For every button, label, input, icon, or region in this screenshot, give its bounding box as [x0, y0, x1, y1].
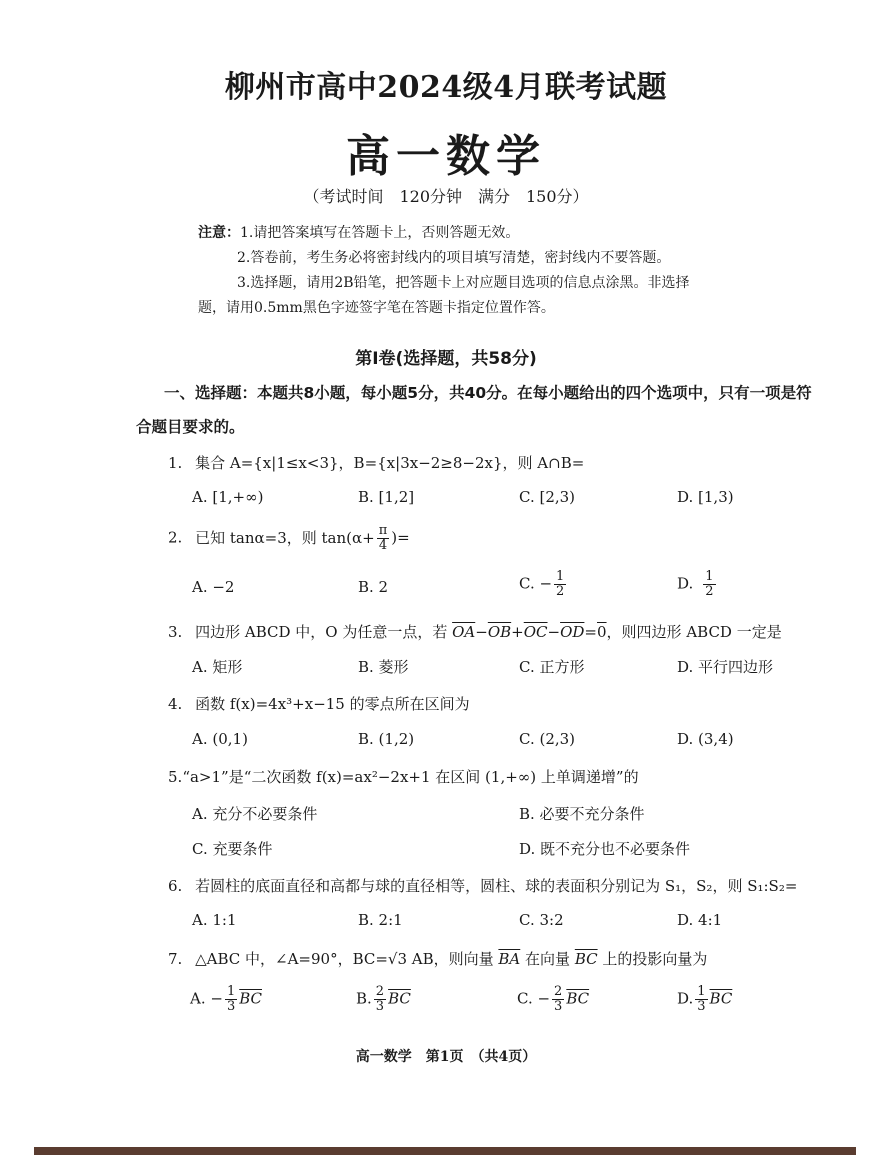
- q4-option-a: A. (0,1): [192, 730, 248, 748]
- q3-option-c: C. 正方形: [519, 658, 585, 676]
- q5-option-c: C. 充要条件: [192, 840, 273, 858]
- vector-bc: $\overline{BC}$: [239, 989, 262, 1008]
- exam-title: 柳州市高中2024级4月联考试题: [224, 70, 668, 105]
- question-4: [168, 693, 470, 714]
- question-text-end: ，则四边形 ABCD 一定是: [606, 623, 782, 641]
- q6-option-c: C. 3:2: [519, 911, 564, 929]
- q7-option-d: [677, 985, 732, 1014]
- q3-option-b: B. 菱形: [358, 658, 409, 676]
- question-number: 7.: [168, 950, 183, 968]
- question-7: [168, 948, 707, 969]
- question-number: 4.: [168, 695, 183, 713]
- question-text: 集合 A={x|1≤x<3}，B={x|3x−2≥8−2x}，则 A∩B=: [195, 454, 585, 472]
- question-text: △ABC 中，∠A=90°，BC=√3 AB，则向量: [195, 950, 499, 968]
- vector-ob: $\overline{OB}$: [487, 623, 512, 641]
- fraction: [377, 524, 390, 553]
- numerator: 1: [697, 984, 706, 999]
- numerator: 1: [226, 984, 236, 999]
- vector-bc: $\overline{BC}$: [566, 989, 590, 1008]
- denominator: 3: [375, 999, 385, 1014]
- part-instructions-line-1: 一、选择题：本题共8小题，每小题5分，共40分。在每小题给出的四个选项中，只有一项是符: [164, 384, 812, 402]
- page-footer: 高一数学 第1页 （共4页）: [355, 1049, 537, 1065]
- question-text-mid: 在向量: [520, 950, 575, 968]
- vector-od: $\overline{OD}$: [560, 623, 585, 641]
- numerator: 1: [705, 569, 714, 584]
- question-text-end: )=: [391, 528, 410, 547]
- fraction: [695, 985, 707, 1014]
- question-2: [168, 524, 410, 553]
- notes-label: 注意：: [198, 225, 240, 241]
- q5-option-b: B. 必要不充分条件: [519, 805, 645, 823]
- fraction: [554, 570, 566, 599]
- q1-option-d: D. [1,3): [677, 488, 734, 506]
- q4-option-d: D. (3,4): [677, 730, 734, 748]
- denominator: 2: [705, 584, 714, 599]
- fraction: [225, 985, 237, 1014]
- option-label: D.: [677, 989, 694, 1008]
- vector-oa: $\overline{OA}$: [452, 623, 476, 641]
- question-text: “a>1”是“二次函数 f(x)=ax²−2x+1 在区间 (1,+∞) 上单调递增”的: [182, 768, 639, 786]
- option-label: B.: [356, 989, 372, 1008]
- option-label: C. −: [517, 989, 551, 1008]
- question-number: 3.: [168, 623, 183, 641]
- question-text: 已知 tanα=3，则 tan(α+: [195, 528, 375, 547]
- question-text: 若圆柱的底面直径和高都与球的直径相等，圆柱、球的表面积分别记为 S₁，S₂，则 S₁:S₂=: [195, 877, 798, 895]
- q4-option-b: B. (1,2): [358, 730, 415, 748]
- question-text-end: 上的投影向量为: [597, 950, 708, 968]
- scan-edge-band: [34, 1147, 856, 1155]
- q5-option-a: A. 充分不必要条件: [192, 805, 318, 823]
- option-label: A. −: [190, 989, 223, 1008]
- vector-bc: $\overline{BC}$: [388, 989, 411, 1008]
- q3-option-d: D. 平行四边形: [677, 658, 774, 676]
- question-text: 函数 f(x)=4x³+x−15 的零点所在区间为: [195, 695, 470, 713]
- q5-option-d: D. 既不充分也不必要条件: [519, 840, 691, 858]
- numerator: 2: [375, 984, 385, 999]
- fraction: [374, 985, 386, 1014]
- vector-bc: $\overline{BC}$: [574, 950, 598, 968]
- fraction: [552, 985, 564, 1014]
- question-number: 5.: [168, 768, 183, 786]
- question-5: [168, 766, 639, 787]
- vector-ba: $\overline{BA}$: [498, 950, 521, 968]
- fraction: [703, 570, 715, 599]
- denominator: 3: [554, 999, 563, 1014]
- question-number: 6.: [168, 877, 183, 895]
- q1-option-c: C. [2,3): [519, 488, 576, 506]
- q6-option-d: D. 4:1: [677, 911, 723, 929]
- question-3: 3. 四边形 ABCD 中，O 为任意一点，若 $\overline{OA}-\overline{OB}+\overline{OC}-\overline{OD}=0$，则四边形 ABCD 一定是: [168, 623, 782, 641]
- note-item-1: 1.请把答案填写在答题卡上，否则答题无效。: [240, 225, 520, 241]
- option-label: D.: [677, 574, 694, 593]
- q3-option-a: A. 矩形: [192, 658, 243, 676]
- q1-option-b: B. [1,2]: [358, 488, 415, 506]
- numerator: 1: [556, 569, 565, 584]
- question-1: [168, 452, 584, 473]
- q2-option-a: A. −2: [192, 578, 235, 596]
- notes-line-1: [198, 222, 519, 244]
- vector-bc: $\overline{BC}$: [709, 989, 733, 1008]
- q6-option-b: B. 2:1: [358, 911, 403, 929]
- numerator: π: [378, 523, 388, 538]
- denominator: 3: [697, 999, 706, 1014]
- question-6: [168, 875, 797, 896]
- q7-option-c: [517, 985, 589, 1014]
- note-item-3b: 题，请用0.5mm黑色字迹签字笔在答题卡指定位置作答。: [198, 300, 555, 316]
- zero-vector: 0: [597, 623, 607, 641]
- q1-option-a: A. [1,+∞): [192, 488, 264, 506]
- q2-option-d: [677, 570, 718, 599]
- note-item-2: 2.答卷前，考生务必将密封线内的项目填写清楚，密封线内不要答题。: [237, 250, 671, 266]
- exam-meta: （考试时间 120分钟 满分 150分）: [303, 187, 589, 206]
- part-instructions-line-2: 合题目要求的。: [136, 418, 245, 436]
- q4-option-c: C. (2,3): [519, 730, 576, 748]
- q2-option-b: B. 2: [358, 578, 389, 596]
- question-number: 1.: [168, 454, 183, 472]
- denominator: 4: [378, 538, 388, 553]
- q2-option-c: [519, 570, 568, 599]
- note-item-3a: 3.选择题，请用2B铅笔，把答题卡上对应题目选项的信息点涂黑。非选择: [237, 275, 690, 291]
- denominator: 2: [556, 584, 565, 599]
- question-text: 四边形 ABCD 中，O 为任意一点，若: [195, 623, 453, 641]
- question-number: 2.: [168, 528, 183, 547]
- q7-option-b: [356, 985, 411, 1014]
- numerator: 2: [554, 984, 563, 999]
- section-title: 第Ⅰ卷(选择题，共58分): [355, 349, 537, 369]
- denominator: 3: [226, 999, 236, 1014]
- subject-title: 高一数学: [346, 131, 546, 182]
- vector-oc: $\overline{OC}$: [523, 623, 548, 641]
- q7-option-a: [190, 985, 262, 1014]
- q6-option-a: A. 1:1: [192, 911, 237, 929]
- option-label: C. −: [519, 574, 553, 593]
